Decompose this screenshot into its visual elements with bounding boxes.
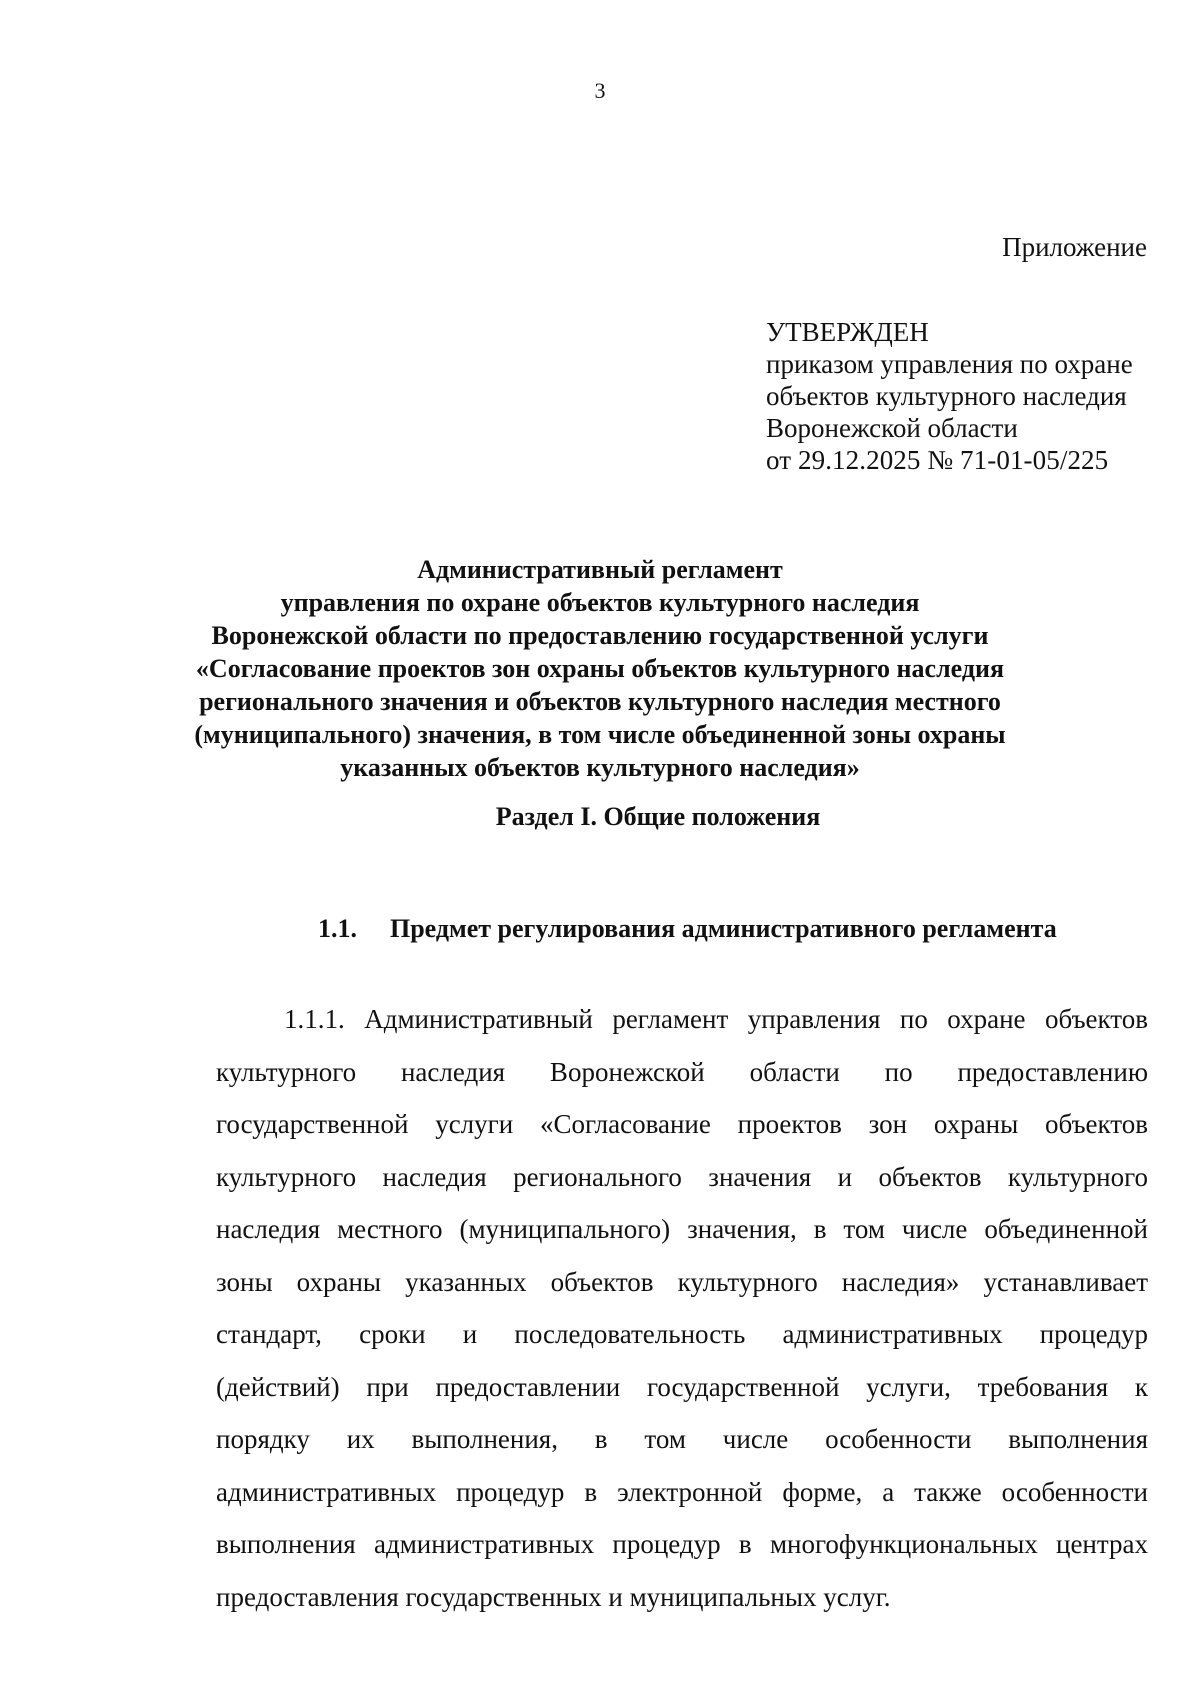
section-heading: Раздел I. Общие положения	[495, 802, 821, 831]
subsection-title: Предмет регулирования административного регламента	[390, 914, 1057, 943]
title-line: Воронежской области по предоставлению государственной услуги	[211, 621, 989, 650]
paragraph-line: порядку их выполнения, в том числе особенности выполнения	[216, 1424, 1148, 1454]
approval-line: приказом управления по охране	[766, 349, 1133, 379]
subsection-number: 1.1.	[318, 914, 357, 943]
subsection-heading	[318, 914, 1057, 944]
title-line: Административный регламент	[417, 555, 783, 584]
paragraph-line: стандарт, сроки и последовательность административных процедур	[216, 1319, 1148, 1349]
paragraph-line: предоставления государственных и муниципальных услуг.	[216, 1581, 891, 1612]
title-line: указанных объектов культурного наследия»	[340, 753, 860, 782]
document-title	[100, 553, 1100, 784]
page-number: 3	[594, 78, 606, 103]
title-line: регионального значения и объектов культурного наследия местного	[199, 687, 1001, 716]
paragraph-line: культурного наследия регионального значения и объектов культурного	[216, 1161, 1148, 1192]
approval-line: Воронежской области	[766, 413, 1018, 443]
approval-order-line: от 29.12.2025 № 71-01-05/225	[766, 445, 1109, 475]
paragraph-line: административных процедур в электронной форме, а также особенности	[216, 1476, 1148, 1507]
paragraph-line: культурного наследия Воронежской области по предоставлению	[216, 1056, 1148, 1087]
paragraph-line: выполнения административных процедур в многофункциональных центрах	[216, 1529, 1148, 1559]
title-line: (муниципального) значения, в том числе объединенной зоны охраны	[194, 720, 1006, 749]
title-line: «Согласование проектов зон охраны объектов культурного наследия	[195, 654, 1005, 683]
approval-line: объектов культурного наследия	[766, 381, 1127, 411]
title-line: управления по охране объектов культурного наследия	[280, 588, 920, 617]
appendix-label: Приложение	[1002, 232, 1147, 262]
paragraph-line: зоны охраны указанных объектов культурного наследия» устанавливает	[216, 1266, 1148, 1297]
paragraph-line: государственной услуги «Согласование проектов зон охраны объектов	[216, 1109, 1148, 1139]
paragraph-line: (действий) при предоставлении государственной услуги, требования к	[216, 1371, 1148, 1402]
approval-block	[766, 316, 1133, 476]
paragraph-line: 1.1.1. Административный регламент управления по охране объектов	[284, 1004, 1148, 1034]
paragraph-body	[216, 993, 1148, 1623]
paragraph-line: наследия местного (муниципального) значения, в том числе объединенной	[216, 1214, 1148, 1244]
approval-status: УТВЕРЖДЕН	[766, 317, 929, 347]
